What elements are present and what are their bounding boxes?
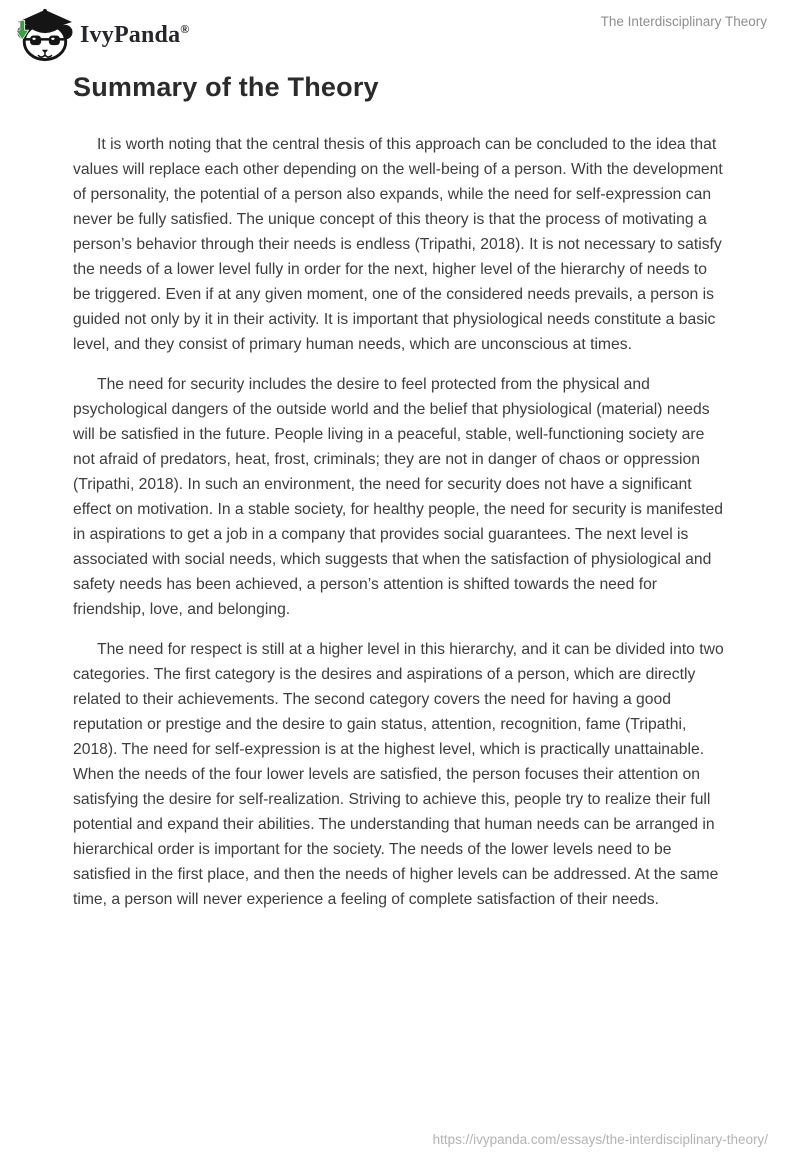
page-title: Summary of the Theory <box>73 72 379 102</box>
document-title-header: The Interdisciplinary Theory <box>600 14 767 29</box>
article-body <box>73 132 724 927</box>
panda-graduate-icon <box>13 7 75 63</box>
brand-wordmark <box>80 23 189 47</box>
paragraph-3: The need for respect is still at a higher level in this hierarchy, and it can be divided into two categories. The first category is the desires and aspirations of a person, which are directly related to their achievements. The second category covers the need for having a good reputation or prestige and the desire to gain status, attention, recognition, fame (Tripathi, 2018). The need for self-expression is at the highest level, which is practically unattainable. When the needs of the four lower levels are satisfied, the person focuses their attention on satisfying the desire for self-realization. Striving to achieve this, people try to realize their full potential and expand their abilities. The understanding that human needs can be arranged in hierarchical order is important for the society. The needs of the lower levels need to be satisfied in the first place, and then the needs of higher levels can be addressed. At the same time, a person will never experience a feeling of complete satisfaction of their needs. <box>73 641 724 908</box>
paragraph-2: The need for security includes the desire to feel protected from the physical and psychological dangers of the outside world and the belief that physiological (material) needs will be satisfied in the future. People living in a peaceful, stable, well-functioning society are not afraid of predators, heat, frost, criminals; they are not in danger of chaos or oppression (Tripathi, 2018). In such an environment, the need for security does not have a significant effect on motivation. In a stable society, for healthy people, the need for security is manifested in aspirations to get a job in a company that provides social guarantees. The next level is associated with social needs, which suggests that when the satisfaction of physiological and safety needs has been achieved, a person’s attention is shifted towards the need for friendship, love, and belonging. <box>73 376 723 618</box>
paragraph-1: It is worth noting that the central thesis of this approach can be concluded to the idea that values will replace each other depending on the well-being of a person. With the development of personality, the potential of a person also expands, while the need for self-expression can never be fully satisfied. The unique concept of this theory is that the process of motivating a person’s behavior through their needs is endless (Tripathi, 2018). It is not necessary to satisfy the needs of a lower level fully in order for the next, higher level of the hierarchy of needs to be triggered. Even if at any given moment, one of the considered needs prevails, a person is guided not only by it in their activity. It is important that physiological needs constitute a basic level, and they consist of primary human needs, which are unconscious at times. <box>73 136 723 353</box>
brand-name: IvyPanda <box>80 22 181 48</box>
footer-url: https://ivypanda.com/essays/the-interdisciplinary-theory/ <box>432 1132 768 1147</box>
registered-mark: ® <box>180 22 190 36</box>
